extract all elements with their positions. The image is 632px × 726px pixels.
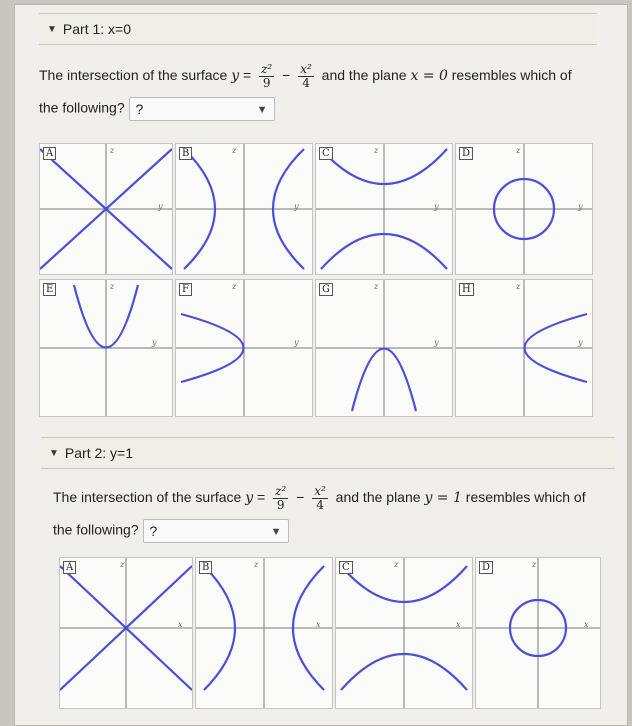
part2-frac1-num: z² [275, 484, 287, 498]
axis-y-label: y [294, 338, 299, 347]
axis-x-label: x [178, 620, 183, 629]
option-A[interactable] [39, 143, 173, 275]
part2-title: Part 2: y=1 [64, 445, 133, 461]
part1-minus: − [278, 67, 295, 84]
axis-z-label: z [532, 560, 537, 569]
graph-H [456, 280, 592, 416]
option-C[interactable] [315, 143, 453, 275]
axis-z-label: z [374, 146, 379, 155]
graph-B [176, 144, 312, 274]
graph-D [456, 144, 592, 274]
part2-header[interactable] [41, 437, 615, 469]
axis-x-label: x [584, 620, 589, 629]
part2-plane: y = 1 [424, 490, 462, 507]
part2-frac2-den: 4 [316, 498, 324, 512]
chevron-down-icon: ▼ [270, 526, 282, 538]
part1-title: Part 1: x=0 [62, 21, 131, 37]
axis-z-label: z [516, 146, 521, 155]
option-E-label: E [43, 283, 56, 296]
option-G[interactable] [315, 279, 453, 417]
part2-minus: − [292, 489, 309, 506]
axis-z-label: z [516, 282, 521, 291]
option-E[interactable] [39, 279, 173, 417]
graph-G [316, 280, 452, 416]
option-G-label: G [319, 283, 333, 296]
axis-y-label: y [158, 202, 163, 211]
part1-q-eq: = [239, 67, 256, 84]
part1-frac2-num: x² [300, 62, 312, 76]
part2-q-eq: = [253, 489, 270, 506]
option-B-label: B [179, 147, 192, 160]
part1-q-y: y [231, 68, 240, 85]
option-A-label: A [43, 147, 56, 160]
part1-frac2 [298, 63, 314, 90]
option-B-label: B [199, 561, 212, 574]
axis-z-label: z [110, 146, 115, 155]
part1-question-line2 [39, 97, 275, 121]
graph-D [476, 558, 600, 708]
part1-plane: x = 0 [410, 68, 448, 85]
part2-frac1-den: 9 [276, 498, 285, 512]
part1-frac1 [259, 63, 274, 90]
option-C-label: C [339, 561, 353, 574]
part1-frac2-den: 4 [302, 76, 310, 90]
graph-E [40, 280, 172, 416]
part1-q-mid: and the plane [317, 67, 411, 84]
axis-x-label: x [456, 620, 461, 629]
axis-y-label: y [294, 202, 299, 211]
axis-z-label: z [394, 560, 399, 569]
axis-z-label: z [232, 282, 237, 291]
part1-select-value: ? [135, 101, 144, 117]
option-D-label: D [459, 147, 473, 160]
axis-y-label: y [578, 202, 583, 211]
part1-q-pre: The intersection of the surface [39, 67, 232, 84]
part2-q-post: resembles which of [461, 489, 586, 506]
axis-y-label: y [578, 338, 583, 347]
graph-C [316, 144, 452, 274]
part1-q-post: resembles which of [447, 67, 572, 84]
graph-F [176, 280, 312, 416]
option-H[interactable] [455, 279, 593, 417]
chevron-down-icon: ▼ [256, 104, 268, 116]
axis-x-label: x [316, 620, 321, 629]
part2-answer-select[interactable] [143, 519, 289, 543]
caret-down-icon[interactable]: ▼ [47, 23, 57, 35]
part1-frac1-den: 9 [262, 76, 271, 90]
axis-z-label: z [232, 146, 237, 155]
part2-frac1 [273, 485, 288, 512]
part2-select-value: ? [149, 523, 158, 539]
part2-frac2 [312, 485, 328, 512]
option-C[interactable] [335, 557, 473, 709]
axis-z-label: z [374, 282, 379, 291]
part2-q-y: y [245, 490, 254, 507]
part2-q-pre: The intersection of the surface [53, 489, 246, 506]
option-A-label: A [63, 561, 76, 574]
axis-z-label: z [110, 282, 115, 291]
part2-question-line2 [53, 519, 289, 543]
graph-A [40, 144, 172, 274]
option-F-label: F [179, 283, 192, 296]
part1-header[interactable] [39, 13, 597, 45]
option-D[interactable] [455, 143, 593, 275]
part2-frac2-num: x² [314, 484, 326, 498]
part2-q-line2: the following? [53, 521, 139, 538]
axis-z-label: z [254, 560, 259, 569]
axis-y-label: y [434, 338, 439, 347]
axis-y-label: y [434, 202, 439, 211]
part1-frac1-num: z² [261, 62, 273, 76]
graph-A [60, 558, 192, 708]
option-D-label: D [479, 561, 493, 574]
caret-down-icon[interactable]: ▼ [49, 447, 59, 459]
option-B[interactable] [195, 557, 333, 709]
option-D[interactable] [475, 557, 601, 709]
part2-question [53, 485, 586, 512]
option-B[interactable] [175, 143, 313, 275]
graph-C [336, 558, 472, 708]
option-H-label: H [459, 283, 474, 296]
part1-question [39, 63, 572, 90]
axis-z-label: z [120, 560, 125, 569]
part1-q-line2: the following? [39, 99, 125, 116]
part1-answer-select[interactable] [129, 97, 275, 121]
part2-q-mid: and the plane [331, 489, 425, 506]
option-C-label: C [319, 147, 333, 160]
graph-B [196, 558, 332, 708]
option-F[interactable] [175, 279, 313, 417]
axis-y-label: y [152, 338, 157, 347]
question-panel [14, 4, 628, 726]
option-A[interactable] [59, 557, 193, 709]
